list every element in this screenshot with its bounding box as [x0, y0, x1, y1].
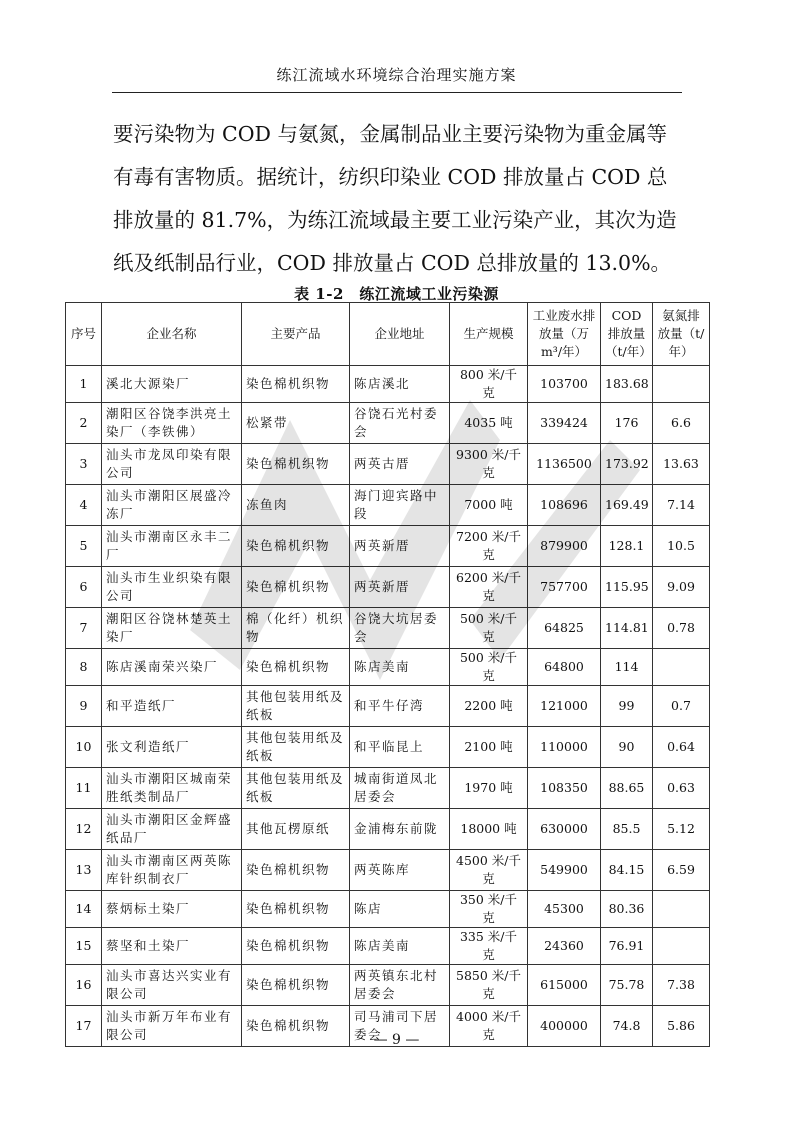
cell-cod: 176 — [601, 403, 653, 444]
cell-company: 汕头市潮阳区展盛冷冻厂 — [102, 485, 242, 526]
cell-wastewater: 121000 — [528, 686, 601, 727]
table-row — [66, 850, 710, 891]
cell-address: 和平牛仔湾 — [350, 686, 450, 727]
cell-cod: 114.81 — [601, 608, 653, 649]
page-header-title: 练江流域水环境综合治理实施方案 — [276, 66, 517, 84]
cell-product: 染色棉机织物 — [242, 649, 350, 686]
cell-index: 3 — [66, 444, 102, 485]
body-line: 有毒有害物质。据统计，纺织印染业 COD 排放量占 COD 总 — [113, 165, 668, 189]
cell-wastewater: 108350 — [528, 768, 601, 809]
cell-index: 7 — [66, 608, 102, 649]
table-row — [66, 686, 710, 727]
cell-company: 汕头市潮阳区城南荣胜纸类制品厂 — [102, 768, 242, 809]
cell-product: 其他包装用纸及纸板 — [242, 727, 350, 768]
cell-cod: 183.68 — [601, 366, 653, 403]
cell-index: 2 — [66, 403, 102, 444]
cell-product: 染色棉机织物 — [242, 891, 350, 928]
cell-address: 陈店 — [350, 891, 450, 928]
body-line: 纸及纸制品行业，COD 排放量占 COD 总排放量的 13.0%。 — [113, 251, 672, 275]
cell-ammonia: 13.63 — [653, 444, 710, 485]
table-row — [66, 649, 710, 686]
cell-scale: 500 米/千克 — [450, 608, 528, 649]
cell-index: 1 — [66, 366, 102, 403]
cell-company: 汕头市新万年布业有限公司 — [102, 1006, 242, 1047]
column-header: 氨氮排放量（t/年） — [653, 303, 710, 366]
cell-wastewater: 757700 — [528, 567, 601, 608]
cell-ammonia: 9.09 — [653, 567, 710, 608]
cell-company: 汕头市喜达兴实业有限公司 — [102, 965, 242, 1006]
cell-company: 汕头市潮南区两英陈库针织制衣厂 — [102, 850, 242, 891]
cell-scale: 5850 米/千克 — [450, 965, 528, 1006]
table-row — [66, 727, 710, 768]
cell-company: 潮阳区谷饶李洪亮土染厂（李铁佛） — [102, 403, 242, 444]
cell-wastewater: 630000 — [528, 809, 601, 850]
cell-address: 两英镇东北村居委会 — [350, 965, 450, 1006]
table-row — [66, 928, 710, 965]
body-line: 要污染物为 COD 与氨氮，金属制品业主要污染物为重金属等 — [113, 122, 667, 146]
cell-cod: 173.92 — [601, 444, 653, 485]
cell-index: 8 — [66, 649, 102, 686]
cell-cod: 88.65 — [601, 768, 653, 809]
cell-wastewater: 108696 — [528, 485, 601, 526]
cell-index: 4 — [66, 485, 102, 526]
cell-product: 染色棉机织物 — [242, 1006, 350, 1047]
column-header: 序号 — [66, 303, 102, 366]
cell-address: 两英陈库 — [350, 850, 450, 891]
cell-ammonia: 7.14 — [653, 485, 710, 526]
cell-cod: 85.5 — [601, 809, 653, 850]
header-divider — [112, 92, 682, 93]
cell-wastewater: 103700 — [528, 366, 601, 403]
table-row — [66, 403, 710, 444]
cell-ammonia: 6.59 — [653, 850, 710, 891]
table-row — [66, 608, 710, 649]
cell-cod: 74.8 — [601, 1006, 653, 1047]
cell-product: 染色棉机织物 — [242, 965, 350, 1006]
table-row — [66, 768, 710, 809]
page-number: — 9 — — [373, 1032, 420, 1048]
cell-ammonia: 5.12 — [653, 809, 710, 850]
table-header-row — [66, 303, 710, 366]
cell-address: 陈店溪北 — [350, 366, 450, 403]
cell-scale: 4035 吨 — [450, 403, 528, 444]
cell-ammonia — [653, 649, 710, 686]
cell-company: 汕头市潮阳区金辉盛纸品厂 — [102, 809, 242, 850]
cell-address: 司马浦司下居委会 — [350, 1006, 450, 1047]
cell-ammonia — [653, 891, 710, 928]
cell-address: 两英新厝 — [350, 526, 450, 567]
cell-product: 染色棉机织物 — [242, 567, 350, 608]
cell-product: 染色棉机织物 — [242, 928, 350, 965]
cell-cod: 114 — [601, 649, 653, 686]
cell-cod: 169.49 — [601, 485, 653, 526]
column-header: 企业名称 — [102, 303, 242, 366]
cell-index: 11 — [66, 768, 102, 809]
cell-address: 金浦梅东前陇 — [350, 809, 450, 850]
cell-address: 陈店美南 — [350, 928, 450, 965]
cell-ammonia: 0.63 — [653, 768, 710, 809]
cell-cod: 80.36 — [601, 891, 653, 928]
cell-product: 棉（化纤）机织物 — [242, 608, 350, 649]
cell-scale: 9300 米/千克 — [450, 444, 528, 485]
cell-scale: 800 米/千克 — [450, 366, 528, 403]
table-row — [66, 809, 710, 850]
cell-address: 两英古厝 — [350, 444, 450, 485]
cell-scale: 6200 米/千克 — [450, 567, 528, 608]
cell-wastewater: 879900 — [528, 526, 601, 567]
cell-wastewater: 45300 — [528, 891, 601, 928]
cell-company: 和平造纸厂 — [102, 686, 242, 727]
table-row — [66, 485, 710, 526]
cell-product: 冻鱼肉 — [242, 485, 350, 526]
cell-product: 其他包装用纸及纸板 — [242, 686, 350, 727]
cell-address: 陈店美南 — [350, 649, 450, 686]
cell-wastewater: 615000 — [528, 965, 601, 1006]
cell-scale: 350 米/千克 — [450, 891, 528, 928]
column-header: COD 排放量（t/年） — [601, 303, 653, 366]
body-line: 排放量的 81.7%，为练江流域最主要工业污染产业，其次为造 — [113, 208, 677, 232]
cell-cod: 84.15 — [601, 850, 653, 891]
cell-product: 染色棉机织物 — [242, 366, 350, 403]
cell-company: 溪北大源染厂 — [102, 366, 242, 403]
cell-index: 6 — [66, 567, 102, 608]
column-header: 工业废水排放量（万 m³/年） — [528, 303, 601, 366]
cell-ammonia: 10.5 — [653, 526, 710, 567]
cell-company: 汕头市潮南区永丰二厂 — [102, 526, 242, 567]
cell-cod: 90 — [601, 727, 653, 768]
cell-scale: 2100 吨 — [450, 727, 528, 768]
cell-wastewater: 110000 — [528, 727, 601, 768]
cell-address: 海门迎宾路中段 — [350, 485, 450, 526]
cell-cod: 99 — [601, 686, 653, 727]
table-row — [66, 444, 710, 485]
table-caption: 表 1-2 练江流域工业污染源 — [294, 285, 499, 303]
cell-index: 13 — [66, 850, 102, 891]
cell-index: 15 — [66, 928, 102, 965]
cell-wastewater: 400000 — [528, 1006, 601, 1047]
column-header: 企业地址 — [350, 303, 450, 366]
cell-ammonia — [653, 366, 710, 403]
cell-ammonia: 5.86 — [653, 1006, 710, 1047]
table-row — [66, 526, 710, 567]
body-paragraph — [113, 113, 683, 285]
cell-ammonia: 6.6 — [653, 403, 710, 444]
cell-ammonia: 0.64 — [653, 727, 710, 768]
cell-product: 染色棉机织物 — [242, 444, 350, 485]
cell-ammonia — [653, 928, 710, 965]
table-row — [66, 567, 710, 608]
cell-address: 谷饶石光村委会 — [350, 403, 450, 444]
cell-ammonia: 7.38 — [653, 965, 710, 1006]
cell-scale: 1970 吨 — [450, 768, 528, 809]
cell-scale: 335 米/千克 — [450, 928, 528, 965]
cell-product: 其他瓦楞原纸 — [242, 809, 350, 850]
cell-wastewater: 24360 — [528, 928, 601, 965]
cell-index: 12 — [66, 809, 102, 850]
table-row — [66, 965, 710, 1006]
cell-ammonia: 0.7 — [653, 686, 710, 727]
cell-scale: 4000 米/千克 — [450, 1006, 528, 1047]
cell-company: 陈店溪南荣兴染厂 — [102, 649, 242, 686]
cell-company: 张文利造纸厂 — [102, 727, 242, 768]
cell-address: 两英新厝 — [350, 567, 450, 608]
cell-product: 染色棉机织物 — [242, 526, 350, 567]
cell-index: 16 — [66, 965, 102, 1006]
cell-scale: 4500 米/千克 — [450, 850, 528, 891]
cell-index: 14 — [66, 891, 102, 928]
column-header: 主要产品 — [242, 303, 350, 366]
cell-address: 和平临昆上 — [350, 727, 450, 768]
cell-scale: 18000 吨 — [450, 809, 528, 850]
cell-company: 蔡坚和土染厂 — [102, 928, 242, 965]
cell-ammonia: 0.78 — [653, 608, 710, 649]
column-header: 生产规模 — [450, 303, 528, 366]
table-row — [66, 891, 710, 928]
cell-address: 谷饶大坑居委会 — [350, 608, 450, 649]
table-row — [66, 366, 710, 403]
cell-scale: 7200 米/千克 — [450, 526, 528, 567]
cell-index: 5 — [66, 526, 102, 567]
cell-wastewater: 64825 — [528, 608, 601, 649]
pollution-source-table — [65, 302, 710, 1047]
cell-index: 10 — [66, 727, 102, 768]
cell-company: 潮阳区谷饶林楚英土染厂 — [102, 608, 242, 649]
cell-cod: 115.95 — [601, 567, 653, 608]
cell-wastewater: 339424 — [528, 403, 601, 444]
cell-cod: 76.91 — [601, 928, 653, 965]
cell-product: 其他包装用纸及纸板 — [242, 768, 350, 809]
cell-product: 染色棉机织物 — [242, 850, 350, 891]
cell-company: 蔡炳标土染厂 — [102, 891, 242, 928]
cell-index: 17 — [66, 1006, 102, 1047]
cell-product: 松紧带 — [242, 403, 350, 444]
cell-cod: 128.1 — [601, 526, 653, 567]
cell-company: 汕头市龙凤印染有限公司 — [102, 444, 242, 485]
cell-wastewater: 64800 — [528, 649, 601, 686]
cell-index: 9 — [66, 686, 102, 727]
cell-address: 城南街道凤北居委会 — [350, 768, 450, 809]
cell-scale: 2200 吨 — [450, 686, 528, 727]
cell-wastewater: 1136500 — [528, 444, 601, 485]
cell-company: 汕头市生业织染有限公司 — [102, 567, 242, 608]
cell-cod: 75.78 — [601, 965, 653, 1006]
cell-scale: 7000 吨 — [450, 485, 528, 526]
cell-wastewater: 549900 — [528, 850, 601, 891]
cell-scale: 500 米/千克 — [450, 649, 528, 686]
